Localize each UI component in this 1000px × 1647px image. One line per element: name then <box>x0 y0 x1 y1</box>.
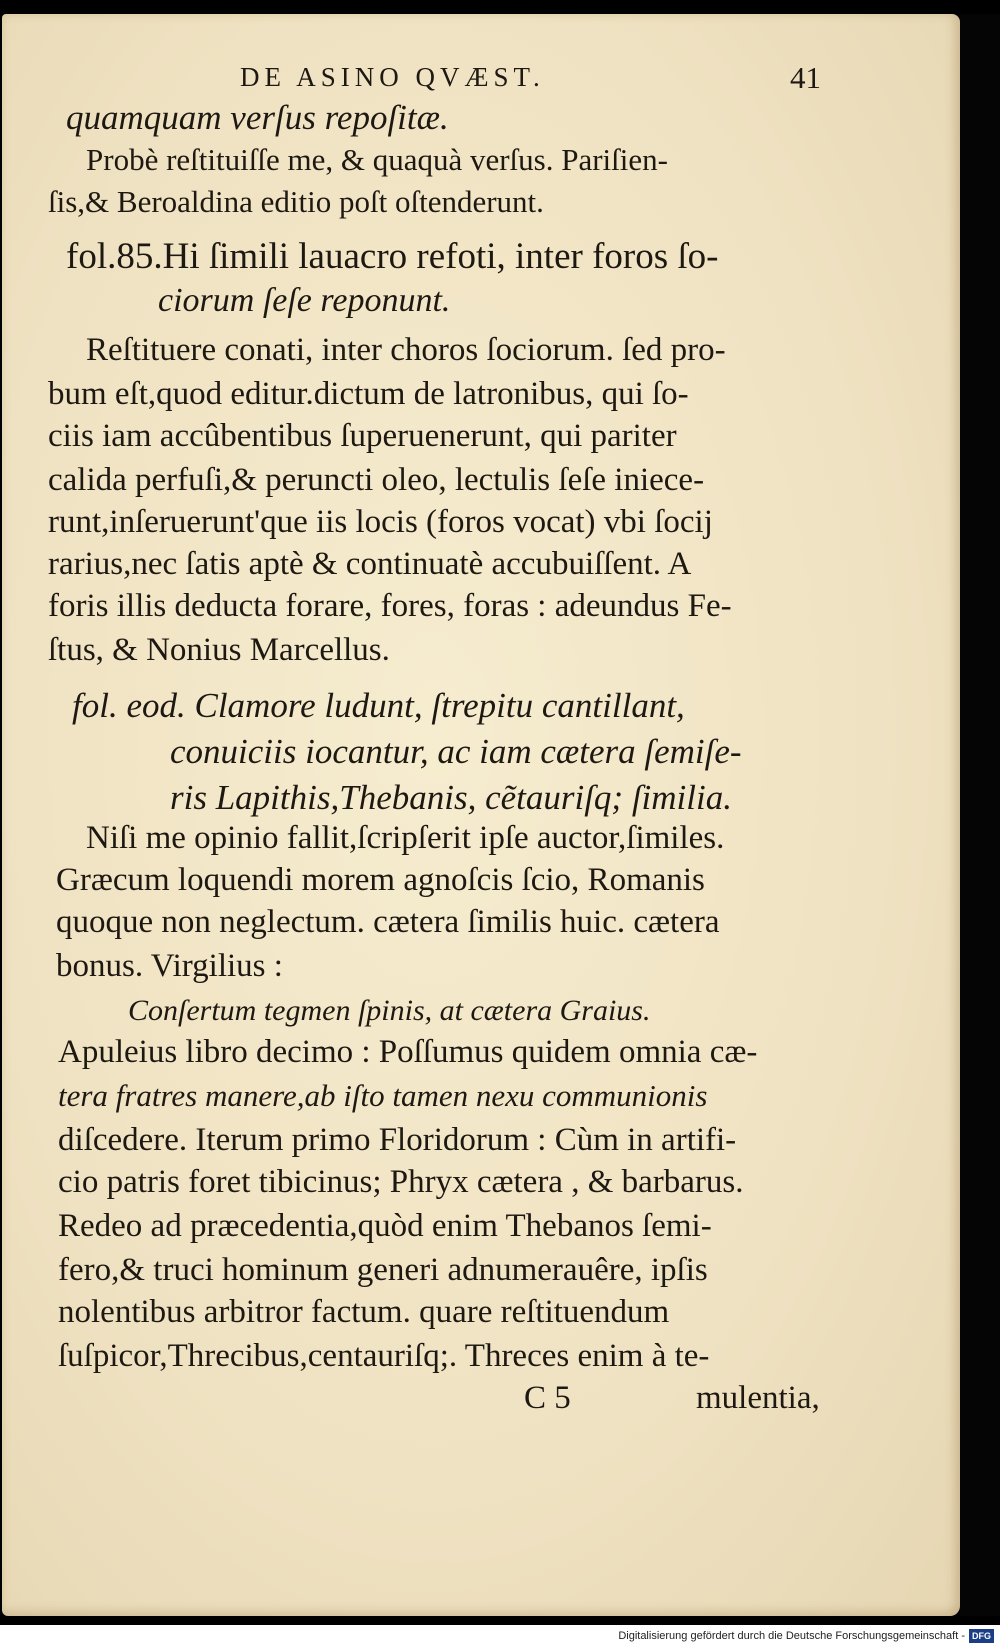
text-line: calida perfuſi,& peruncti oleo, lectulis ſeſe iniece- <box>48 462 705 498</box>
text-line: conuiciis iocantur, ac iam cætera ſemiſe- <box>170 732 742 771</box>
text-line: nolentibus arbitror factum. quare reſtituendum <box>58 1294 670 1330</box>
text-line: quoque non neglectum. cætera ſimilis huic. cætera <box>56 904 720 940</box>
running-title: DE ASINO QVÆST. <box>240 62 545 92</box>
signature-mark: C 5 <box>524 1380 571 1416</box>
digitization-footer <box>0 1625 1000 1647</box>
text-line: bum eſt,quod editur.dictum de latronibus, qui ſo- <box>48 376 689 412</box>
text-line: fero,& truci hominum generi adnumerauêre, ipſis <box>58 1252 708 1288</box>
text-line: diſcedere. Iterum primo Floridorum : Cùm in artifi- <box>58 1122 737 1158</box>
text-line: Conſertum tegmen ſpinis, at cætera Graius. <box>128 994 651 1027</box>
page-number: 41 <box>790 60 821 95</box>
text-line: ſis,& Beroaldina editio poſt oſtenderunt. <box>48 184 544 219</box>
text-line: fol.85.Hi ſimili lauacro refoti, inter foros ſo- <box>66 236 719 277</box>
text-line: bonus. Virgilius : <box>56 948 283 984</box>
text-line: fol. eod. Clamore ludunt, ſtrepitu cantillant, <box>72 686 685 725</box>
text-line: cio patris foret tibicinus; Phryx cætera , & barbarus. <box>58 1164 744 1200</box>
text-line: tera fratres manere,ab iſto tamen nexu communionis <box>58 1078 708 1113</box>
text-line: Niſi me opinio fallit,ſcripſerit ipſe auctor,ſimiles. <box>86 820 725 856</box>
text-line: runt,inſeruerunt'que iis locis (foros vocat) vbi ſocij <box>48 504 713 540</box>
text-line: rarius,nec ſatis aptè & continuatè accubuiſſent. A <box>48 546 692 582</box>
text-line: ris Lapithis,Thebanis, cẽtauriſq; ſimilia. <box>170 778 732 817</box>
text-line: ſuſpicor,Threcibus,centauriſq;. Threces enim à te- <box>58 1338 710 1374</box>
text-line: ciis iam accûbentibus ſuperuenerunt, qui pariter <box>48 418 677 454</box>
scan-border <box>960 14 1000 1616</box>
text-line: ciorum ſeſe reponunt. <box>158 282 451 319</box>
text-line: quamquam verſus repoſitæ. <box>66 98 449 137</box>
text-line: Probè reſtituiſſe me, & quaquà verſus. Pariſien- <box>86 142 668 177</box>
footer-text: Digitalisierung gefördert durch die Deutsche Forschungsgemeinschaft - <box>618 1630 965 1642</box>
text-line: Græcum loquendi morem agnoſcis ſcio, Romanis <box>56 862 705 898</box>
text-line: foris illis deducta forare, fores, foras : adeundus Fe- <box>48 588 732 624</box>
catchword: mulentia, <box>696 1380 820 1416</box>
text-line: Apuleius libro decimo : Poſſumus quidem omnia cæ- <box>58 1034 758 1070</box>
text-line: ſtus, & Nonius Marcellus. <box>48 632 390 668</box>
text-line: Reſtituere conati, inter choros ſociorum. ſed pro- <box>86 332 726 368</box>
text-line: Redeo ad præcedentia,quòd enim Thebanos ſemi- <box>58 1208 712 1244</box>
dfg-logo: DFG <box>969 1629 994 1643</box>
